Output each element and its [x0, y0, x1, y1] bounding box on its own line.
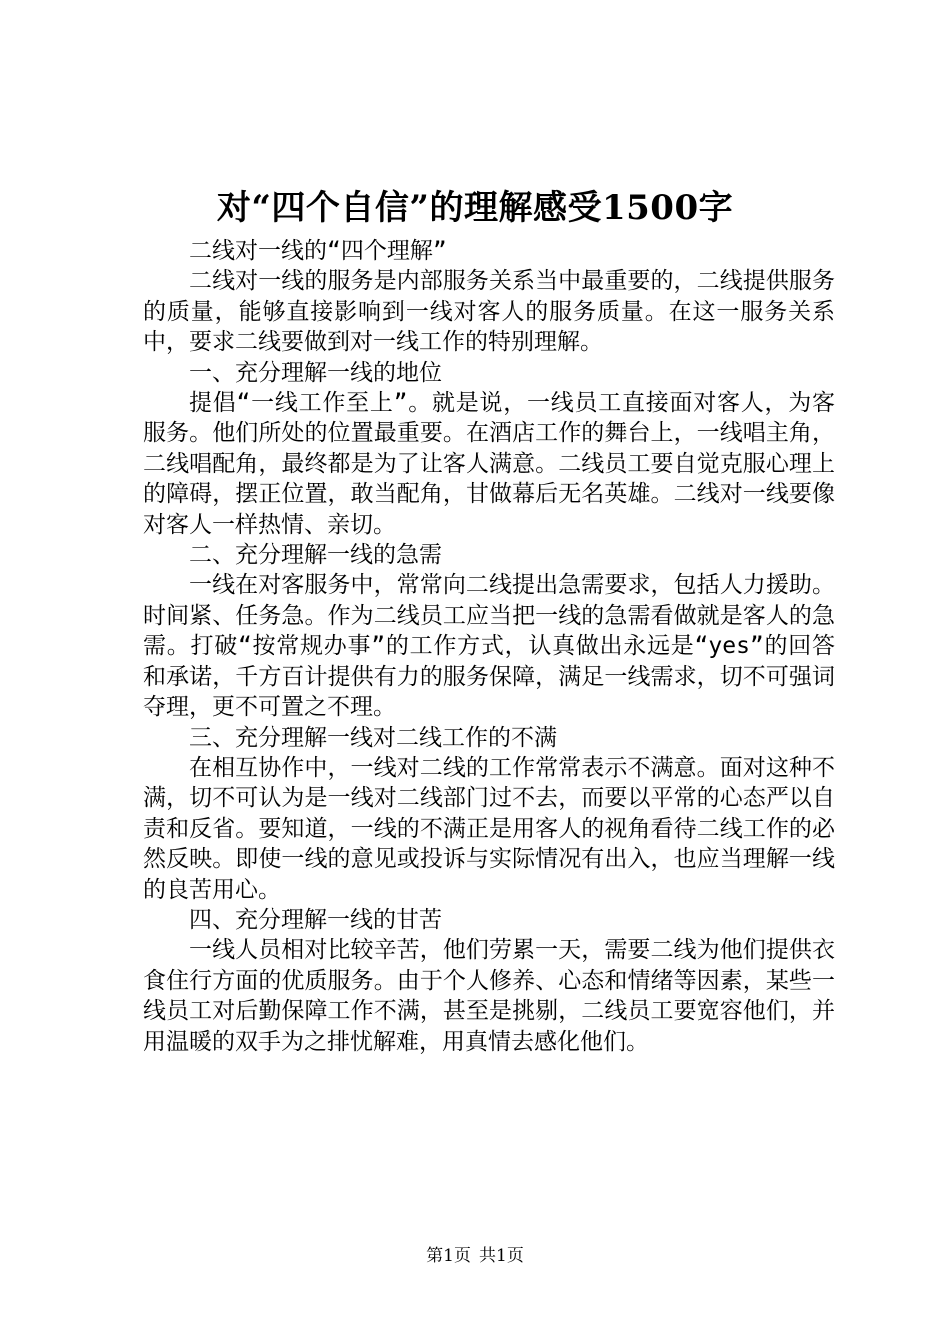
document-body: [143, 236, 835, 1057]
page-number-total: 共1页: [479, 1246, 524, 1266]
paragraph: 提倡“一线工作至上”。就是说，一线员工直接面对客人，为客服务。他们所处的位置最重要。在酒店工作的舞台上，一线唱主角，二线唱配角，最终都是为了让客人满意。二线员工要自觉克服心理上的障碍，摆正位置，敢当配角，甘做幕后无名英雄。二线对一线要像对客人一样热情、亲切。: [143, 390, 835, 538]
document-title: 对“四个自信”的理解感受1500字: [216, 188, 734, 228]
page-footer: [0, 1245, 950, 1267]
page-number-current: 第1页: [426, 1246, 471, 1266]
paragraph: 一线在对客服务中，常常向二线提出急需要求，包括人力援助。时间紧、任务急。作为二线员工应当把一线的急需看做就是客人的急需。打破“按常规办事”的工作方式，认真做出永远是“yes”的回答和承诺，千方百计提供有力的服务保障，满足一线需求，切不可强词夺理，更不可置之不理。: [143, 572, 835, 721]
paragraph: 一线人员相对比较辛苦，他们劳累一天，需要二线为他们提供衣食住行方面的优质服务。由于个人修养、心态和情绪等因素，某些一线员工对后勤保障工作不满，甚至是挑剔，二线员工要宽容他们，并用温暖的双手为之排忧解难，用真情去感化他们。: [143, 937, 835, 1055]
section-heading-2: 二、充分理解一线的急需: [189, 542, 442, 569]
paragraph: 二线对一线的服务是内部服务关系当中最重要的，二线提供服务的质量，能够直接影响到一线对客人的服务质量。在这一服务关系中，要求二线要做到对一线工作的特别理解。: [143, 268, 835, 356]
paragraph: 在相互协作中，一线对二线的工作常常表示不满意。面对这种不满，切不可认为是一线对二线部门过不去，而要以平常的心态严以自责和反省。要知道，一线的不满正是用客人的视角看待二线工作的必然反映。即使一线的意见或投诉与实际情况有出入，也应当理解一线的良苦用心。: [143, 754, 835, 903]
section-heading-3: 三、充分理解一线对二线工作的不满: [189, 724, 557, 751]
section-heading-4: 四、充分理解一线的甘苦: [189, 906, 442, 933]
paragraph-heading: 二线对一线的“四个理解”: [189, 238, 447, 264]
section-heading-1: 一、充分理解一线的地位: [189, 359, 442, 386]
